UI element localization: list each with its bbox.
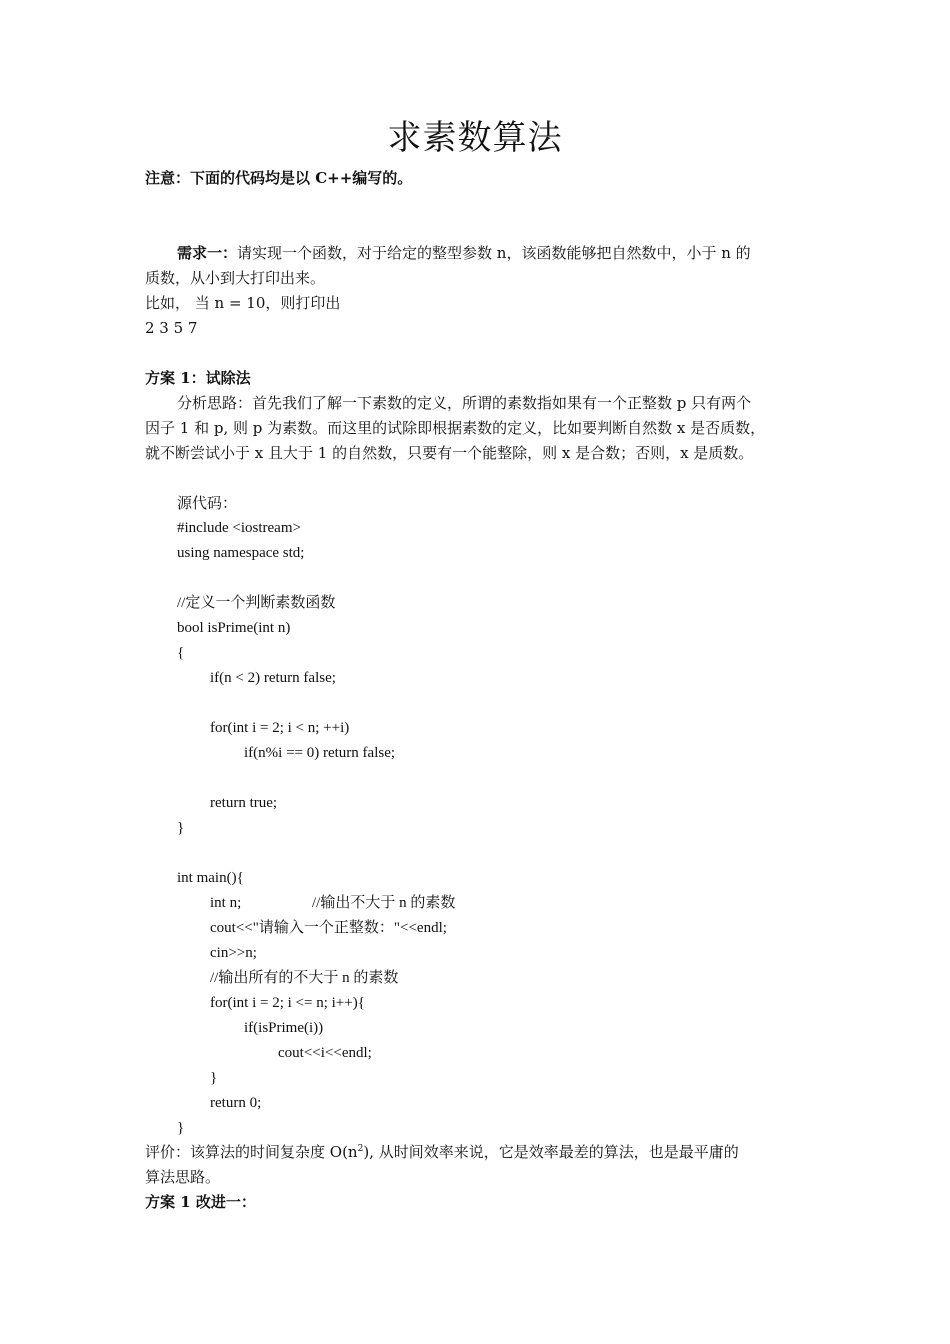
analysis-line-2: 因子 1 和 p, 则 p 为素数。而这里的试除即根据素数的定义，比如要判断自然数 x 是否质数， <box>145 419 766 437</box>
code-line: using namespace std; <box>177 545 305 561</box>
code-line: } <box>177 820 185 836</box>
page-title: 求素数算法 <box>387 118 563 158</box>
code-line: cout<<"请输入一个正整数："<<endl; <box>210 920 447 936</box>
code-line: int main(){ <box>177 870 244 886</box>
requirement-label: 需求一： <box>177 244 238 262</box>
evaluation-line-1 <box>145 1142 739 1162</box>
code-comment: //输出不大于 n 的素数 <box>312 895 456 911</box>
note-text: 注意：下面的代码均是以 C++编写的。 <box>145 169 413 187</box>
evaluation-superscript: 2 <box>357 1144 364 1154</box>
code-line: if(n%i == 0) return false; <box>244 745 396 761</box>
code-line: #include <iostream> <box>177 520 301 536</box>
evaluation-line-2: 算法思路。 <box>145 1168 221 1186</box>
evaluation-text-pre: 评价：该算法的时间复杂度 O(n <box>145 1143 358 1161</box>
code-line: for(int i = 2; i < n; ++i) <box>210 720 350 736</box>
analysis-line-3: 就不断尝试小于 x 且大于 1 的自然数，只要有一个能整除，则 x 是合数；否则，x 是质数。 <box>145 444 754 462</box>
requirement-text-1: 请实现一个函数，对于给定的整型参数 n，该函数能够把自然数中，小于 n 的 <box>237 244 751 262</box>
code-comment: //输出所有的不大于 n 的素数 <box>210 970 399 986</box>
plan1-heading: 方案 1：试除法 <box>145 369 251 387</box>
code-line: if(n < 2) return false; <box>210 670 336 686</box>
requirement-line-3: 比如， 当 n = 10，则打印出 <box>145 294 341 312</box>
analysis-line-1: 分析思路：首先我们了解一下素数的定义，所谓的素数指如果有一个正整数 p 只有两个 <box>177 394 752 412</box>
code-line: int n; <box>210 895 242 911</box>
code-line: cin>>n; <box>210 945 257 961</box>
code-line: cout<<i<<endl; <box>278 1045 372 1061</box>
code-line: return 0; <box>210 1095 262 1111</box>
code-line: } <box>177 1120 185 1136</box>
requirement-line-1 <box>177 243 751 263</box>
code-line: for(int i = 2; i <= n; i++){ <box>210 995 365 1011</box>
code-line: bool isPrime(int n) <box>177 620 291 636</box>
improvement-heading: 方案 1 改进一： <box>145 1193 256 1211</box>
code-line: } <box>210 1070 218 1086</box>
requirement-line-2: 质数，从小到大打印出来。 <box>145 269 326 287</box>
evaluation-text-post: ), 从时间效率来说，它是效率最差的算法，也是最平庸的 <box>363 1143 739 1161</box>
code-line: { <box>177 645 185 661</box>
source-code-label: 源代码： <box>177 494 238 512</box>
code-line: if(isPrime(i)) <box>244 1020 324 1036</box>
code-line: return true; <box>210 795 278 811</box>
code-comment: //定义一个判断素数函数 <box>177 595 336 611</box>
requirement-line-4: 2 3 5 7 <box>145 319 198 337</box>
